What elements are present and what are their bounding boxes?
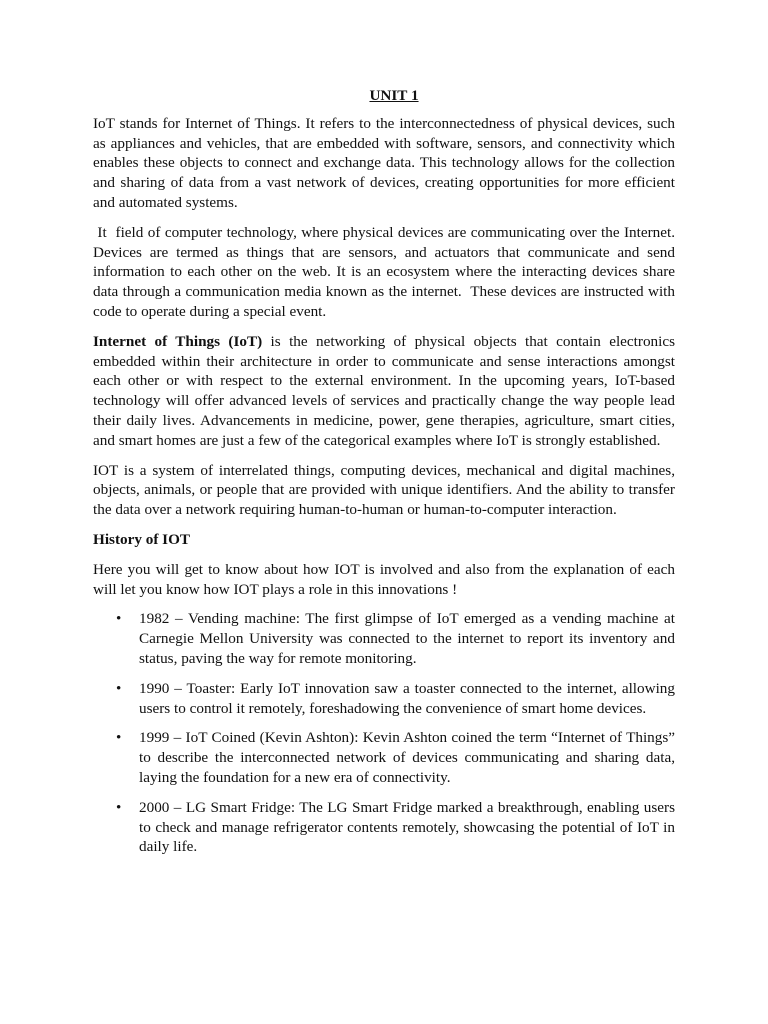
page-title: UNIT 1 [369, 87, 419, 104]
bullet-icon: • [116, 610, 122, 628]
bullet-icon: • [116, 798, 122, 816]
bullet-icon: • [116, 679, 122, 697]
paragraph-iot-system: IOT is a system of interrelated things, computing devices, mechanical and digital machines, objects, animals, or people that are provided with unique identifiers. And the ability to transfer the data over a network requiring human-to-human or human-to-computer interaction. [93, 461, 675, 519]
list-item [93, 679, 675, 719]
list-item-text: 1999 – IoT Coined (Kevin Ashton): Kevin Ashton coined the term “Internet of Things” to describe the interconnected network of devices communicating and sharing data, laying the foundation for a new era of connectivity. [139, 729, 675, 786]
list-item-text: 2000 – LG Smart Fridge: The LG Smart Fridge marked a breakthrough, enabling users to check and manage refrigerator contents remotely, showcasing the potential of IoT in daily life. [139, 798, 675, 856]
paragraph-iot-definition [93, 332, 675, 451]
iot-term-bold: Internet of Things (IoT) [93, 332, 263, 350]
list-item [93, 728, 675, 787]
paragraph-intro: IoT stands for Internet of Things. It refers to the interconnectedness of physical devices, such as appliances and vehicles, that are embedded with software, sensors, and connectivity which enables these objects to connect and exchange data. This technology allows for the collection and sharing of data from a vast network of devices, creating opportunities for more efficient and automated systems. [93, 114, 675, 211]
history-list [93, 609, 675, 857]
paragraph-history-intro: Here you will get to know about how IOT is involved and also from the explanation of each will let you know how IOT plays a role in this innovations ! [93, 560, 675, 598]
iot-definition-text: is the networking of physical objects that contain electronics embedded within their architecture in order to communicate and sense interactions amongst each other or with respect to the external environment. In the upcoming years, IoT-based technology will offer advanced levels of services and practically change the way people lead their daily lives. Advancements in medicine, power, gene therapies, agriculture, smart cities, and smart homes are just a few of the categorical examples where IoT is strongly established. [93, 332, 676, 449]
list-item-text: 1990 – Toaster: Early IoT innovation saw a toaster connected to the internet, allowing users to control it remotely, foreshadowing the convenience of smart home devices. [139, 679, 675, 717]
document-page [93, 86, 679, 867]
bullet-icon: • [116, 729, 122, 747]
list-item-text: 1982 – Vending machine: The first glimpse of IoT emerged as a vending machine at Carnegie Mellon University was connected to the internet to report its inventory and status, paving the way for remote monitoring. [139, 610, 675, 667]
list-item [93, 609, 675, 668]
history-heading: History of IOT [93, 530, 191, 548]
list-item [93, 798, 675, 857]
paragraph-field: It field of computer technology, where physical devices are communicating over the Internet. Devices are termed as things that are sensors, and actuators that communicate and send information to each other on the web. It is an ecosystem where the interacting devices share data through a communication media known as the internet. These devices are instructed with code to operate during a special event. [93, 223, 679, 320]
